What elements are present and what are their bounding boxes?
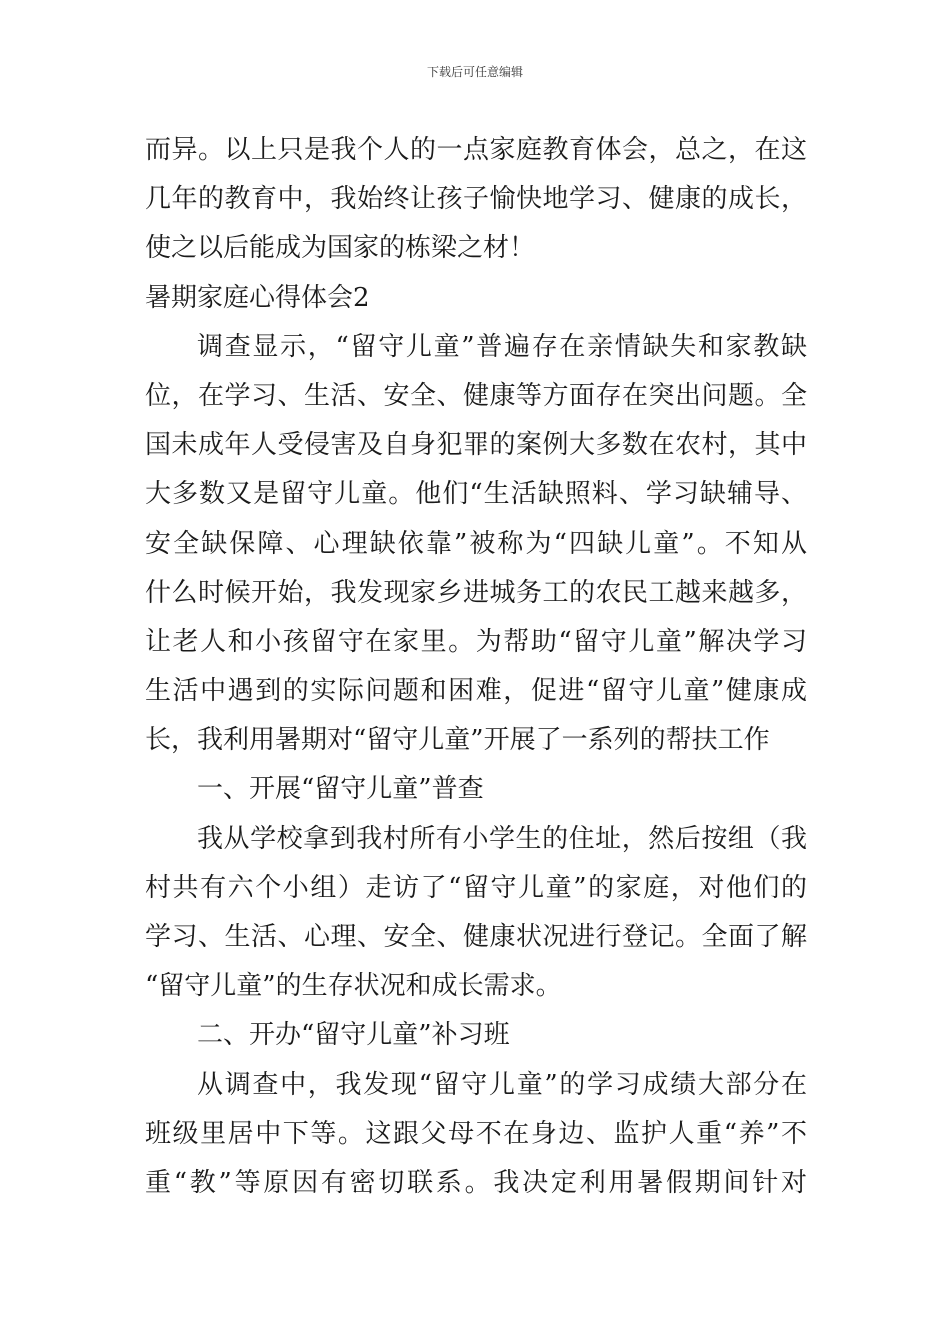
text-line: 学习、生活、心理、安全、健康状况进行登记。全面了解 xyxy=(145,922,807,952)
document-body xyxy=(145,126,807,1208)
text-line: 生活中遇到的实际问题和困难，促进“留守儿童”健康成 xyxy=(145,676,807,707)
text-line: “留守儿童”的生存状况和成长需求。 xyxy=(145,971,562,1002)
text-line: 而异。以上只是我个人的一点家庭教育体会，总之，在这 xyxy=(145,135,807,165)
text-line: 我从学校拿到我村所有小学生的住址，然后按组（我 xyxy=(197,823,807,854)
text-line: 大多数又是留守儿童。他们“生活缺照料、学习缺辅导、 xyxy=(145,479,807,510)
text-line: 什么时候开始，我发现家乡进城务工的农民工越来越多， xyxy=(145,577,807,608)
header-text: 下载后可任意编辑 xyxy=(426,65,523,79)
text-line: 村共有六个小组）走访了“留守儿童”的家庭，对他们的 xyxy=(145,872,807,903)
text-line: 长，我利用暑期对“留守儿童”开展了一系列的帮扶工作 xyxy=(145,725,770,756)
subheading: 一、开展“留守儿童”普查 xyxy=(197,774,484,805)
text-line: 国未成年人受侵害及自身犯罪的案例大多数在农村，其中 xyxy=(145,430,807,461)
page-header xyxy=(0,64,950,80)
section-title: 暑期家庭心得体会2 xyxy=(145,282,370,313)
text-line: 几年的教育中，我始终让孩子愉快地学习、健康的成长， xyxy=(145,184,807,215)
text-line: 使之以后能成为国家的栋梁之材！ xyxy=(145,233,536,264)
text-line: 位，在学习、生活、安全、健康等方面存在突出问题。全 xyxy=(145,380,807,411)
text-line: 从调查中，我发现“留守儿童”的学习成绩大部分在 xyxy=(197,1069,807,1100)
text-line: 重“教”等原因有密切联系。我决定利用暑假期间针对 xyxy=(145,1167,807,1198)
subheading: 二、开办“留守儿童”补习班 xyxy=(197,1020,510,1051)
text-line: 安全缺保障、心理缺依靠”被称为“四缺儿童”。不知从 xyxy=(145,528,807,559)
text-line: 班级里居中下等。这跟父母不在身边、监护人重“养”不 xyxy=(145,1118,807,1149)
text-line: 让老人和小孩留守在家里。为帮助“留守儿童”解决学习 xyxy=(145,626,807,657)
text-line: 调查显示，“留守儿童”普遍存在亲情缺失和家教缺 xyxy=(197,331,807,362)
